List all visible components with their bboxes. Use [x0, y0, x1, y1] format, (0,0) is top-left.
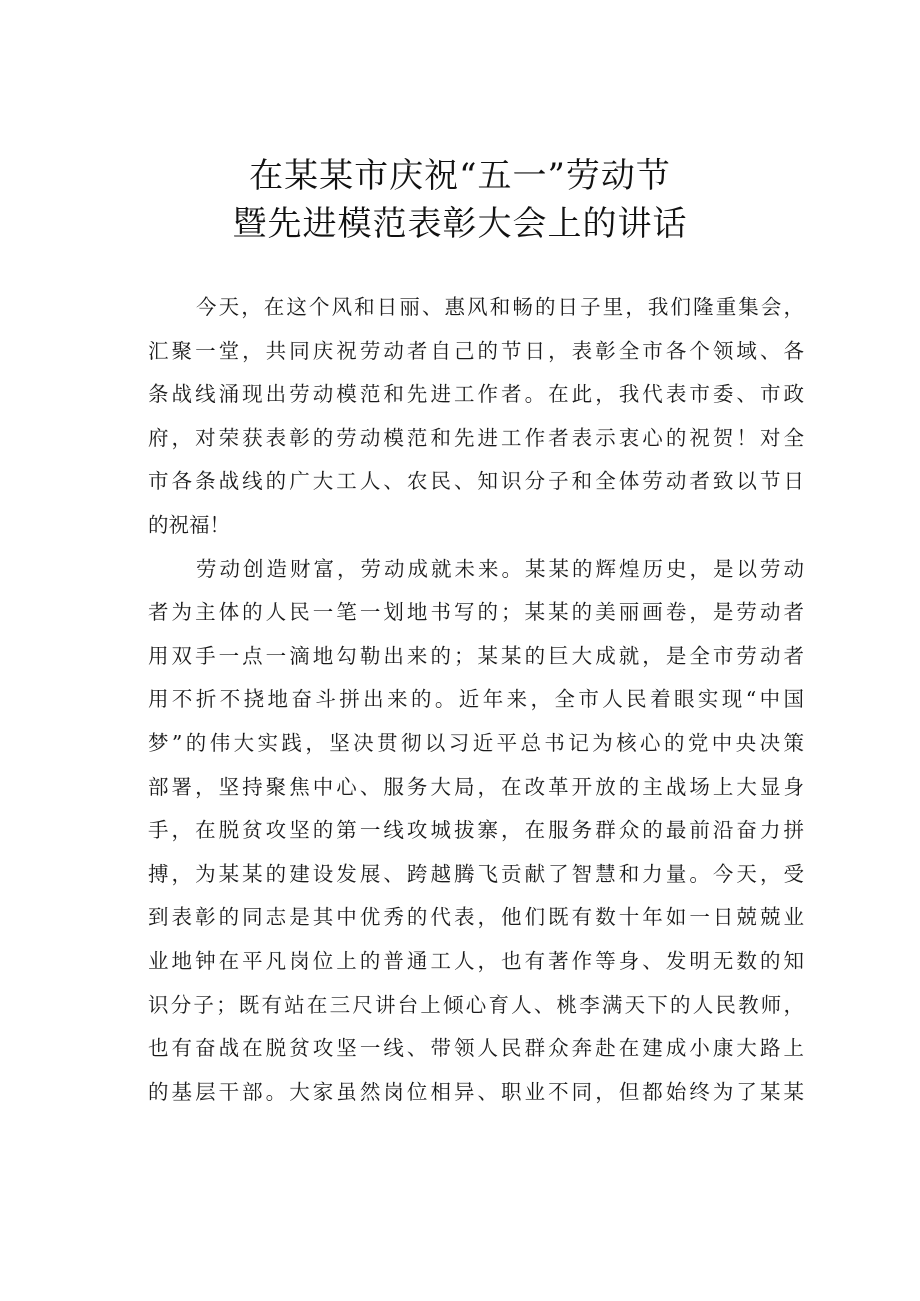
text-line: 的基层干部。大家虽然岗位相异、职业不同，但都始终为了某某 — [148, 1079, 804, 1104]
text-line: 用不折不挠地奋斗拼出来的。近年来，全市人民着眼实现“中国 — [148, 687, 804, 712]
text-line: 业地钟在平凡岗位上的普通工人，也有著作等身、发明无数的知 — [148, 948, 804, 973]
text-line: 识分子；既有站在三尺讲台上倾心育人、桃李满天下的人民教师， — [148, 992, 804, 1017]
text-line: 也有奋战在脱贫攻坚一线、带领人民群众奔赴在建成小康大路上 — [148, 1036, 804, 1061]
document-body — [148, 286, 804, 1114]
title-line-2: 暨先进模范表彰大会上的讲话 — [232, 204, 688, 244]
text-line: 手，在脱贫攻坚的第一线攻城拔寨，在服务群众的最前沿奋力拼 — [148, 818, 804, 843]
text-line: 汇聚一堂，共同庆祝劳动者自己的节日，表彰全市各个领域、各 — [148, 338, 804, 363]
text-line: 用双手一点一滴地勾勒出来的；某某的巨大成就，是全市劳动者 — [148, 643, 804, 668]
title-line-1: 在某某市庆祝“五一”劳动节 — [249, 156, 671, 196]
text-line: 今天，在这个风和日丽、惠风和畅的日子里，我们隆重集会， — [196, 295, 804, 319]
text-line: 的祝福！ — [148, 512, 230, 537]
text-line: 到表彰的同志是其中优秀的代表，他们既有数十年如一日兢兢业 — [148, 905, 804, 930]
paragraph-2 — [148, 548, 804, 1115]
paragraph-1 — [148, 286, 804, 548]
text-line: 劳动创造财富，劳动成就未来。某某的辉煌历史，是以劳动 — [196, 556, 804, 581]
page-title — [0, 152, 920, 248]
text-line: 市各条战线的广大工人、农民、知识分子和全体劳动者致以节日 — [148, 469, 804, 494]
text-line: 搏，为某某的建设发展、跨越腾飞贡献了智慧和力量。今天，受 — [148, 861, 804, 886]
text-line: 府，对荣获表彰的劳动模范和先进工作者表示衷心的祝贺！对全 — [148, 425, 804, 450]
text-line: 部署，坚持聚焦中心、服务大局，在改革开放的主战场上大显身 — [148, 774, 804, 799]
text-line: 者为主体的人民一笔一划地书写的；某某的美丽画卷，是劳动者 — [148, 600, 804, 625]
text-line: 条战线涌现出劳动模范和先进工作者。在此，我代表市委、市政 — [148, 382, 804, 407]
text-line: 梦”的伟大实践，坚决贯彻以习近平总书记为核心的党中央决策 — [148, 730, 804, 755]
